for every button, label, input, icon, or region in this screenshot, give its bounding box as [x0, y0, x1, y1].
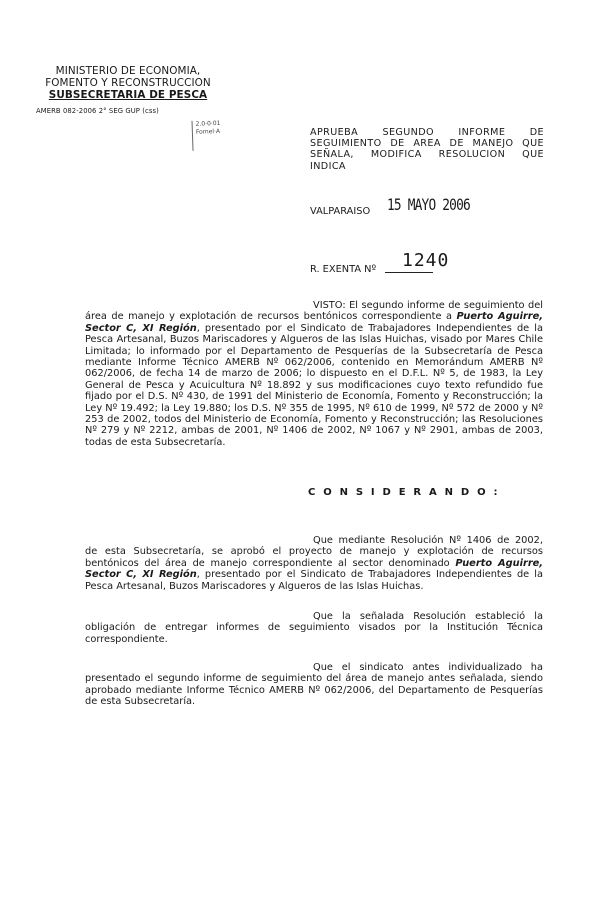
- visto-text-b: , presentado por el Sindicato de Trabajadores Independientes de la Pesca Artesanal, Buzos Mariscadores y Algueros de las Islas Huichas, visado por Mares Chile Limitada; lo informado por el Departamento de Pesquerías de la Subsecretaría de Pesca mediante Informe Técnico AMERB Nº 062/2006, contenido en Memorándum AMERB Nº 062/2006, de fecha 14 de marzo de 2006; lo dispuesto en el D.F.L. Nº 5, de 1983, la Ley General de Pesca y Acuicultura Nº 18.892 y sus modificaciones cuyo texto refundido fue fijado por el D.S. Nº 430, de 1991 del Ministerio de Economía, Fomento y Reconstrucción; la Ley Nº 19.492; la Ley 19.880; los D.S. Nº 355 de 1995, Nº 610 de 1999, Nº 572 de 2000 y Nº 253 de 2002, todos del Ministerio de Economía, Fomento y Reconstrucción; las Resoluciones Nº 279 y Nº 2212, ambas de 2001, Nº 1406 de 2002, Nº 1067 y Nº 2901, ambas de 2003, todas de esta Subsecretaría.: [85, 322, 543, 448]
- ministry-line2: FOMENTO Y RECONSTRUCCION: [45, 76, 211, 89]
- stamp-line1: 2.0·0·01: [195, 119, 221, 128]
- resolution-title: [310, 127, 544, 172]
- visto-paragraph: [85, 300, 543, 448]
- considerando-heading: C O N S I D E R A N D O :: [308, 487, 500, 498]
- visto-text-a: VISTO: El segundo informe de seguimiento del área de manejo y explotación de recursos bentónicos correspondiente a: [85, 300, 543, 323]
- title-line1: APRUEBA SEGUNDO INFORME DE: [310, 127, 544, 138]
- title-line2: SEGUIMIENTO DE AREA DE MANEJO QUE: [310, 138, 544, 150]
- subsecretaria-line: SUBSECRETARIA DE PESCA: [48, 88, 208, 101]
- resolution-underline: [385, 272, 433, 273]
- stamp-border: [191, 121, 193, 151]
- c1-text-b: , presentado por el Sindicato de Trabajadores Independientes de la Pesca Artesanal, Buzos Mariscadores y Algueros de las Islas Huichas.: [85, 569, 543, 592]
- ministry-line1: MINISTERIO DE ECONOMIA,: [55, 65, 201, 77]
- ministry-header: [38, 66, 218, 101]
- considerando-paragraph-1: [85, 535, 543, 592]
- considerando-paragraph-3: Que el sindicato antes individualizado ha presentado el segundo informe de seguimiento del área de manejo antes señalada, siendo aprobado mediante Informe Técnico AMERB Nº 062/2006, del Departamento de Pesquerías de esta Subsecretaría.: [85, 662, 543, 708]
- visto-location: Puerto Aguirre, Sector C, XI Región: [85, 311, 544, 334]
- received-stamp: [195, 119, 240, 151]
- reference-code: AMERB 082-2006 2° SEG GUP (css): [36, 107, 159, 115]
- place-label: VALPARAISO: [310, 206, 371, 217]
- stamp-line2: Fomel·A: [195, 127, 221, 136]
- title-line3: SEÑALA, MODIFICA RESOLUCION QUE: [310, 149, 544, 161]
- title-line4: INDICA: [310, 160, 346, 172]
- resolution-label: R. EXENTA Nº: [310, 264, 377, 275]
- date-stamp: 15 MAYO 2006: [387, 195, 470, 214]
- c1-text-a: Que mediante Resolución Nº 1406 de 2002, de esta Subsecretaría, se aprobó el proyecto de manejo y explotación de recursos bentónicos del área de manejo correspondiente al sector denominado: [85, 535, 543, 569]
- c1-location: Puerto Aguirre, Sector C, XI Región: [85, 557, 544, 581]
- considerando-paragraph-2: Que la señalada Resolución estableció la obligación de entregar informes de seguimiento visados por la Institución Técnica correspondiente.: [85, 611, 543, 645]
- resolution-number: 1240: [402, 250, 450, 271]
